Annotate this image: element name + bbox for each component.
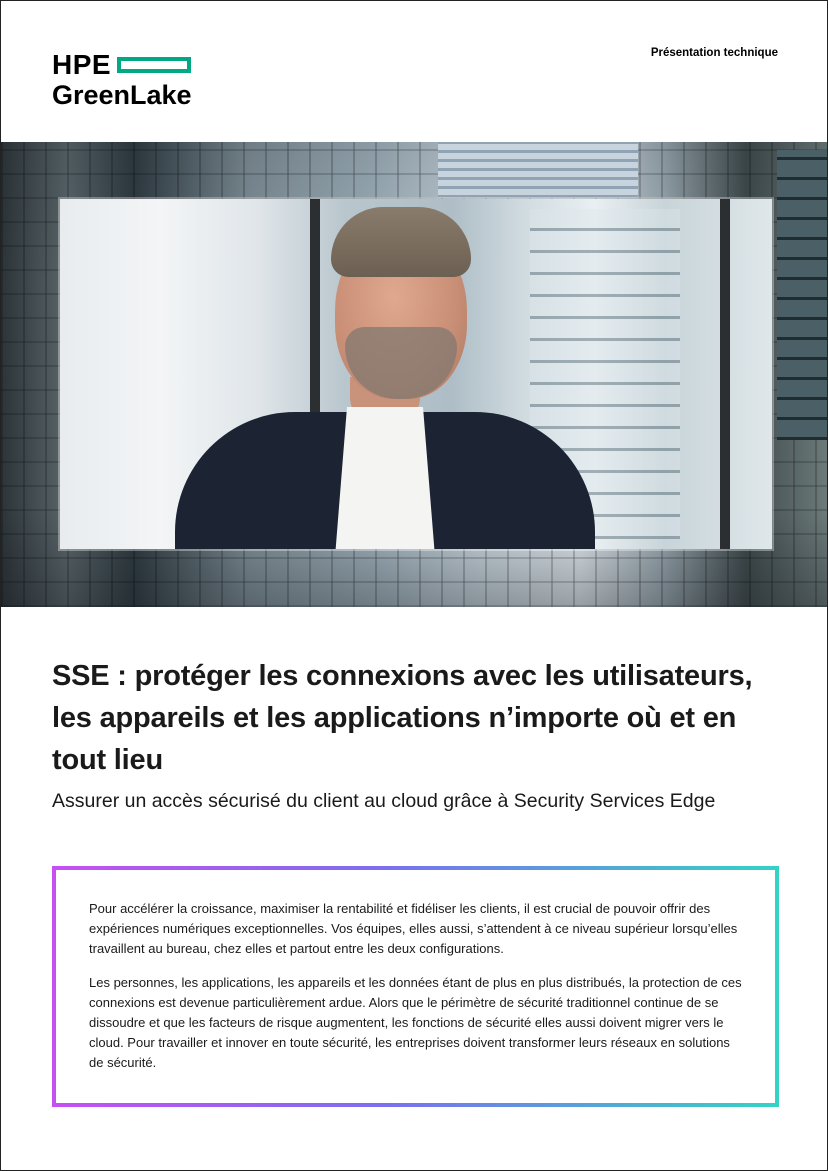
hpe-greenlake-logo — [52, 51, 192, 109]
intro-box-content — [56, 870, 775, 1103]
logo-greenlake-text: GreenLake — [52, 80, 192, 110]
intro-paragraph: Les personnes, les applications, les appareils et les données étant de plus en plus distribués, la protection de ces connexions est devenue particulièrement ardue. Alors que le périmètre de sécurité traditionnel continue de se dissoudre et que les facteurs de risque augmentent, les fonctions de sécurité elles aussi doivent migrer vers le cloud. Pour travailler et innover en toute sécurité, les entreprises doivent transformer leurs réseaux en solutions de sécurité. — [89, 975, 742, 1070]
person-shirt — [335, 407, 435, 549]
document-subtitle: Assurer un accès sécurisé du client au cloud grâce à Security Services Edge — [52, 790, 716, 812]
building-right-background — [777, 150, 828, 440]
logo-hpe-text: HPE — [52, 49, 112, 80]
document-type-label: Présentation technique — [650, 47, 778, 59]
portrait-person — [175, 207, 595, 549]
building-top-background — [438, 142, 638, 198]
person-hair — [331, 207, 471, 277]
intro-box — [52, 866, 779, 1107]
window-frame — [720, 199, 730, 549]
document-title: SSE : protéger les connexions avec les utilisateurs, les appareils et les applications n’importe où et en tout lieu — [52, 660, 753, 776]
portrait-photo — [60, 199, 772, 549]
logo-green-bar-icon — [117, 57, 191, 73]
hero-image — [1, 142, 828, 607]
intro-paragraph: Pour accélérer la croissance, maximiser la rentabilité et fidéliser les clients, il est crucial de pouvoir offrir des expériences numériques exceptionnelles. Vos équipes, elles aussi, s’attendent à ce niveau supérieur lorsqu’elles travaillent au bureau, chez elles et partout entre les deux configurations. — [89, 901, 738, 956]
